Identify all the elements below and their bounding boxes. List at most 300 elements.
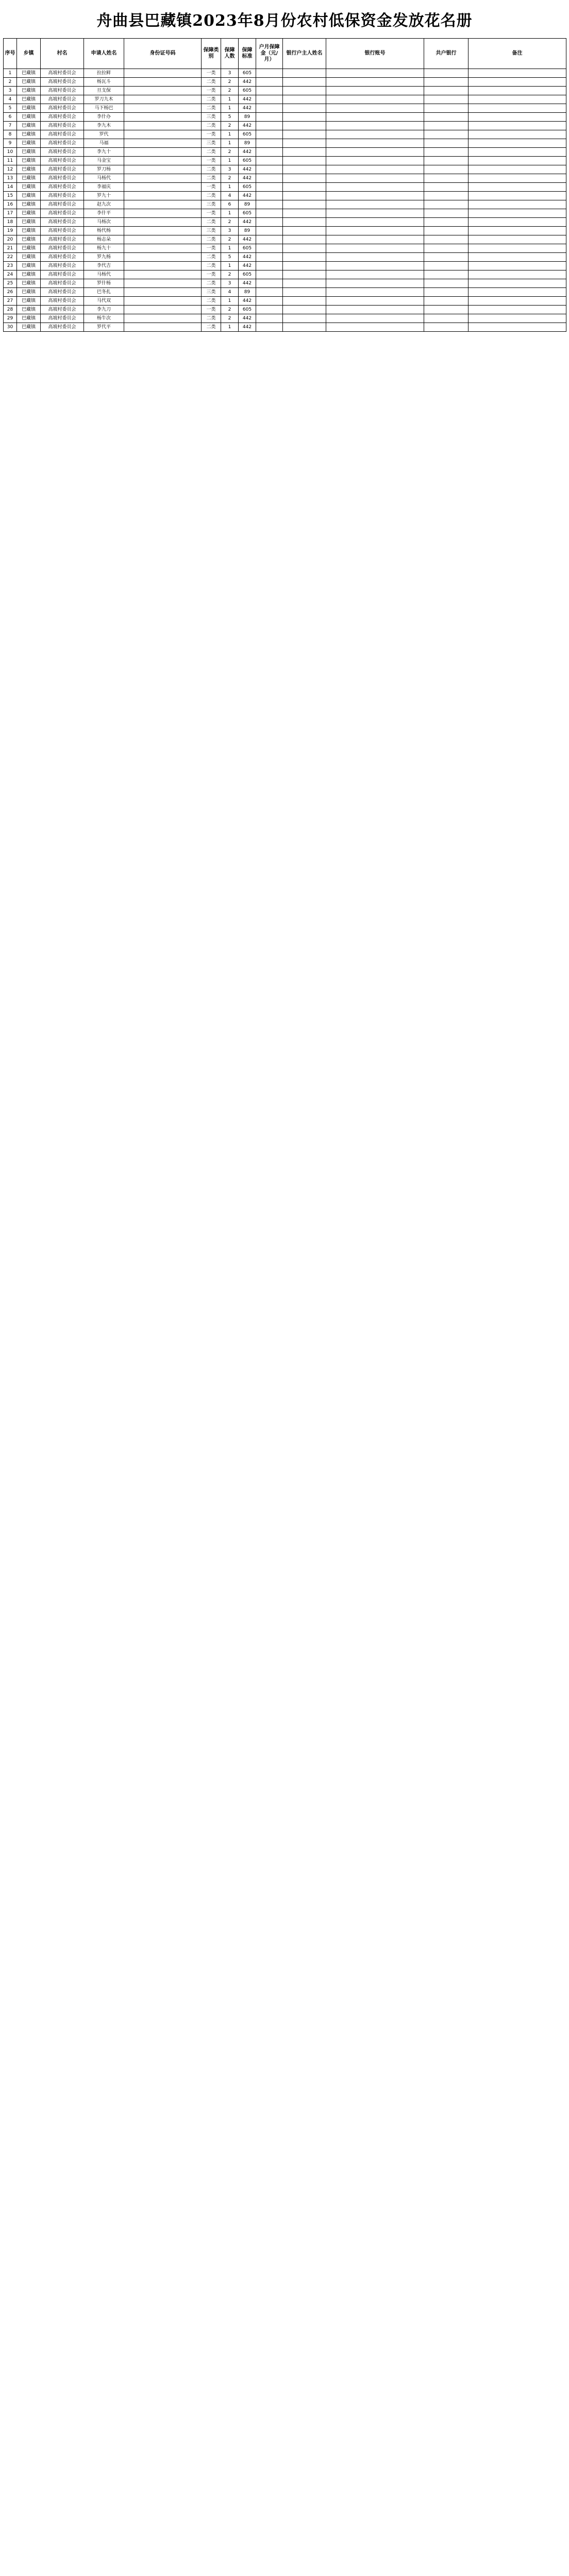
cell-id-number (124, 323, 202, 332)
cell-people: 1 (221, 297, 239, 306)
cell-town: 巴藏镇 (17, 235, 41, 244)
cell-standard: 442 (239, 148, 256, 157)
cell-village: 高坡村委员会 (41, 148, 84, 157)
cell-people: 1 (221, 244, 239, 253)
cell-standard: 605 (239, 130, 256, 139)
cell-remark (468, 78, 566, 87)
table-row (4, 209, 566, 218)
cell-standard: 442 (239, 253, 256, 262)
cell-bank-account (326, 279, 424, 288)
cell-index: 27 (4, 297, 17, 306)
cell-bank (424, 209, 468, 218)
header-remark: 备注 (468, 39, 566, 69)
cell-index: 2 (4, 78, 17, 87)
cell-index: 17 (4, 209, 17, 218)
cell-category: 二类 (202, 235, 221, 244)
cell-account-holder (283, 227, 326, 235)
cell-bank (424, 157, 468, 165)
cell-index: 25 (4, 279, 17, 288)
cell-standard: 442 (239, 174, 256, 183)
cell-applicant: 罗代平 (84, 323, 124, 332)
cell-applicant: 李福庆 (84, 183, 124, 192)
cell-bank-account (326, 200, 424, 209)
cell-standard: 442 (239, 218, 256, 227)
cell-index: 8 (4, 130, 17, 139)
cell-index: 20 (4, 235, 17, 244)
cell-bank-account (326, 174, 424, 183)
cell-people: 4 (221, 288, 239, 297)
cell-bank-account (326, 314, 424, 323)
cell-bank (424, 297, 468, 306)
cell-village: 高坡村委员会 (41, 130, 84, 139)
cell-applicant: 罗九十 (84, 192, 124, 200)
cell-town: 巴藏镇 (17, 157, 41, 165)
cell-index: 5 (4, 104, 17, 113)
cell-id-number (124, 297, 202, 306)
cell-id-number (124, 227, 202, 235)
cell-bank (424, 104, 468, 113)
cell-index: 6 (4, 113, 17, 122)
table-row (4, 69, 566, 78)
cell-category: 二类 (202, 122, 221, 130)
cell-village: 高坡村委员会 (41, 288, 84, 297)
table-row (4, 253, 566, 262)
cell-account-holder (283, 174, 326, 183)
cell-bank (424, 122, 468, 130)
cell-account-holder (283, 235, 326, 244)
table-row (4, 314, 566, 323)
cell-id-number (124, 314, 202, 323)
cell-applicant: 罗刀九木 (84, 95, 124, 104)
cell-village: 高坡村委员会 (41, 297, 84, 306)
cell-applicant: 马下杨巴 (84, 104, 124, 113)
cell-town: 巴藏镇 (17, 174, 41, 183)
cell-standard: 89 (239, 200, 256, 209)
cell-monthly-amount (256, 157, 283, 165)
header-applicant: 申请人姓名 (84, 39, 124, 69)
cell-village: 高坡村委员会 (41, 78, 84, 87)
cell-category: 三类 (202, 227, 221, 235)
cell-category: 一类 (202, 183, 221, 192)
table-row (4, 157, 566, 165)
cell-village: 高坡村委员会 (41, 323, 84, 332)
cell-remark (468, 262, 566, 270)
cell-bank-account (326, 122, 424, 130)
table-row (4, 130, 566, 139)
cell-town: 巴藏镇 (17, 270, 41, 279)
cell-applicant: 杨志朵 (84, 235, 124, 244)
table-row (4, 323, 566, 332)
cell-town: 巴藏镇 (17, 95, 41, 104)
cell-standard: 605 (239, 306, 256, 314)
cell-monthly-amount (256, 288, 283, 297)
cell-town: 巴藏镇 (17, 104, 41, 113)
cell-people: 1 (221, 95, 239, 104)
cell-remark (468, 200, 566, 209)
cell-village: 高坡村委员会 (41, 270, 84, 279)
cell-bank-account (326, 244, 424, 253)
cell-account-holder (283, 200, 326, 209)
table-row (4, 288, 566, 297)
cell-category: 三类 (202, 139, 221, 148)
cell-category: 一类 (202, 306, 221, 314)
cell-standard: 89 (239, 113, 256, 122)
table-row (4, 297, 566, 306)
cell-standard: 442 (239, 297, 256, 306)
table-row (4, 192, 566, 200)
cell-monthly-amount (256, 209, 283, 218)
roster-table (3, 38, 566, 332)
cell-bank (424, 87, 468, 95)
header-bank-account: 银行账号 (326, 39, 424, 69)
cell-applicant: 赵九次 (84, 200, 124, 209)
cell-bank (424, 69, 468, 78)
cell-bank-account (326, 235, 424, 244)
header-monthly-amount: 户月保障金（元/月） (256, 39, 283, 69)
cell-people: 1 (221, 130, 239, 139)
cell-monthly-amount (256, 130, 283, 139)
cell-monthly-amount (256, 244, 283, 253)
cell-account-holder (283, 297, 326, 306)
cell-remark (468, 227, 566, 235)
cell-account-holder (283, 113, 326, 122)
cell-standard: 442 (239, 165, 256, 174)
cell-standard: 605 (239, 157, 256, 165)
cell-category: 二类 (202, 323, 221, 332)
header-bank: 共户银行 (424, 39, 468, 69)
cell-people: 3 (221, 165, 239, 174)
cell-id-number (124, 218, 202, 227)
cell-monthly-amount (256, 279, 283, 288)
cell-category: 二类 (202, 78, 221, 87)
cell-remark (468, 314, 566, 323)
cell-remark (468, 174, 566, 183)
header-town: 乡镇 (17, 39, 41, 69)
cell-bank-account (326, 78, 424, 87)
cell-category: 二类 (202, 314, 221, 323)
cell-bank-account (326, 262, 424, 270)
cell-remark (468, 279, 566, 288)
table-row (4, 78, 566, 87)
cell-standard: 605 (239, 183, 256, 192)
cell-monthly-amount (256, 69, 283, 78)
cell-account-holder (283, 87, 326, 95)
cell-bank (424, 270, 468, 279)
cell-applicant: 巴冬扎 (84, 288, 124, 297)
cell-bank (424, 235, 468, 244)
cell-standard: 442 (239, 262, 256, 270)
cell-village: 高坡村委员会 (41, 306, 84, 314)
cell-remark (468, 148, 566, 157)
cell-town: 巴藏镇 (17, 78, 41, 87)
cell-remark (468, 122, 566, 130)
table-row (4, 139, 566, 148)
cell-monthly-amount (256, 87, 283, 95)
cell-index: 9 (4, 139, 17, 148)
cell-village: 高坡村委员会 (41, 218, 84, 227)
cell-bank (424, 174, 468, 183)
table-row (4, 165, 566, 174)
cell-bank (424, 253, 468, 262)
cell-account-holder (283, 253, 326, 262)
cell-town: 巴藏镇 (17, 87, 41, 95)
cell-remark (468, 235, 566, 244)
cell-category: 一类 (202, 209, 221, 218)
cell-index: 21 (4, 244, 17, 253)
cell-remark (468, 69, 566, 78)
cell-monthly-amount (256, 139, 283, 148)
table-row (4, 104, 566, 113)
cell-bank-account (326, 69, 424, 78)
cell-applicant: 马金宝 (84, 157, 124, 165)
cell-remark (468, 306, 566, 314)
cell-standard: 442 (239, 78, 256, 87)
cell-standard: 605 (239, 209, 256, 218)
cell-standard: 605 (239, 244, 256, 253)
cell-bank (424, 192, 468, 200)
cell-monthly-amount (256, 113, 283, 122)
cell-standard: 442 (239, 235, 256, 244)
cell-standard: 442 (239, 95, 256, 104)
table-row (4, 113, 566, 122)
cell-village: 高坡村委员会 (41, 279, 84, 288)
cell-standard: 605 (239, 87, 256, 95)
cell-applicant: 罗代 (84, 130, 124, 139)
cell-applicant: 杨九十 (84, 244, 124, 253)
cell-account-holder (283, 262, 326, 270)
cell-account-holder (283, 183, 326, 192)
header-people: 保障人数 (221, 39, 239, 69)
cell-village: 高坡村委员会 (41, 113, 84, 122)
cell-bank-account (326, 104, 424, 113)
cell-people: 1 (221, 262, 239, 270)
cell-remark (468, 87, 566, 95)
header-id-number: 身份证号码 (124, 39, 202, 69)
cell-index: 23 (4, 262, 17, 270)
cell-applicant: 李代吉 (84, 262, 124, 270)
cell-index: 15 (4, 192, 17, 200)
cell-standard: 442 (239, 192, 256, 200)
cell-account-holder (283, 288, 326, 297)
cell-village: 高坡村委员会 (41, 139, 84, 148)
cell-applicant: 李九木 (84, 122, 124, 130)
cell-category: 二类 (202, 262, 221, 270)
cell-bank (424, 314, 468, 323)
cell-town: 巴藏镇 (17, 323, 41, 332)
cell-town: 巴藏镇 (17, 288, 41, 297)
cell-account-holder (283, 95, 326, 104)
cell-bank (424, 130, 468, 139)
header-index: 序号 (4, 39, 17, 69)
cell-village: 高坡村委员会 (41, 262, 84, 270)
cell-town: 巴藏镇 (17, 297, 41, 306)
cell-index: 1 (4, 69, 17, 78)
cell-bank (424, 279, 468, 288)
cell-account-holder (283, 218, 326, 227)
cell-applicant: 杨代杨 (84, 227, 124, 235)
cell-town: 巴藏镇 (17, 122, 41, 130)
cell-id-number (124, 78, 202, 87)
cell-people: 1 (221, 139, 239, 148)
cell-monthly-amount (256, 192, 283, 200)
cell-id-number (124, 270, 202, 279)
cell-bank-account (326, 192, 424, 200)
cell-remark (468, 130, 566, 139)
cell-village: 高坡村委员会 (41, 192, 84, 200)
cell-town: 巴藏镇 (17, 192, 41, 200)
cell-id-number (124, 253, 202, 262)
cell-bank (424, 183, 468, 192)
cell-village: 高坡村委员会 (41, 209, 84, 218)
cell-account-holder (283, 139, 326, 148)
cell-people: 2 (221, 218, 239, 227)
cell-applicant: 拉拉鲜 (84, 69, 124, 78)
cell-account-holder (283, 270, 326, 279)
cell-town: 巴藏镇 (17, 306, 41, 314)
cell-people: 4 (221, 192, 239, 200)
cell-village: 高坡村委员会 (41, 235, 84, 244)
cell-applicant: 杨瓦斗 (84, 78, 124, 87)
cell-people: 2 (221, 306, 239, 314)
cell-people: 5 (221, 253, 239, 262)
cell-remark (468, 165, 566, 174)
cell-account-holder (283, 122, 326, 130)
cell-id-number (124, 279, 202, 288)
table-row (4, 148, 566, 157)
cell-index: 14 (4, 183, 17, 192)
cell-id-number (124, 183, 202, 192)
table-row (4, 174, 566, 183)
cell-account-holder (283, 306, 326, 314)
cell-remark (468, 139, 566, 148)
cell-village: 高坡村委员会 (41, 200, 84, 209)
header-row (4, 39, 566, 69)
cell-id-number (124, 157, 202, 165)
cell-people: 1 (221, 157, 239, 165)
cell-bank-account (326, 183, 424, 192)
cell-id-number (124, 122, 202, 130)
cell-standard: 89 (239, 288, 256, 297)
cell-standard: 442 (239, 279, 256, 288)
cell-id-number (124, 113, 202, 122)
cell-bank-account (326, 306, 424, 314)
cell-category: 二类 (202, 279, 221, 288)
cell-index: 16 (4, 200, 17, 209)
cell-monthly-amount (256, 227, 283, 235)
cell-applicant: 李什办 (84, 113, 124, 122)
cell-id-number (124, 104, 202, 113)
cell-category: 二类 (202, 95, 221, 104)
cell-people: 2 (221, 87, 239, 95)
cell-people: 1 (221, 209, 239, 218)
cell-bank-account (326, 218, 424, 227)
cell-town: 巴藏镇 (17, 209, 41, 218)
cell-bank-account (326, 253, 424, 262)
cell-town: 巴藏镇 (17, 183, 41, 192)
cell-village: 高坡村委员会 (41, 104, 84, 113)
cell-account-holder (283, 314, 326, 323)
table-row (4, 87, 566, 95)
cell-standard: 442 (239, 104, 256, 113)
cell-remark (468, 288, 566, 297)
cell-id-number (124, 262, 202, 270)
cell-people: 2 (221, 270, 239, 279)
cell-monthly-amount (256, 218, 283, 227)
cell-bank-account (326, 130, 424, 139)
cell-monthly-amount (256, 122, 283, 130)
cell-monthly-amount (256, 253, 283, 262)
cell-village: 高坡村委员会 (41, 69, 84, 78)
cell-remark (468, 270, 566, 279)
cell-town: 巴藏镇 (17, 262, 41, 270)
table-row (4, 306, 566, 314)
cell-remark (468, 209, 566, 218)
cell-standard: 605 (239, 270, 256, 279)
cell-bank-account (326, 157, 424, 165)
cell-standard: 89 (239, 139, 256, 148)
cell-bank (424, 227, 468, 235)
cell-monthly-amount (256, 297, 283, 306)
cell-standard: 442 (239, 122, 256, 130)
cell-id-number (124, 174, 202, 183)
cell-category: 三类 (202, 200, 221, 209)
cell-account-holder (283, 78, 326, 87)
header-category: 保障类别 (202, 39, 221, 69)
cell-id-number (124, 165, 202, 174)
cell-monthly-amount (256, 270, 283, 279)
cell-bank (424, 244, 468, 253)
cell-applicant: 李什平 (84, 209, 124, 218)
cell-people: 6 (221, 200, 239, 209)
cell-account-holder (283, 69, 326, 78)
cell-id-number (124, 192, 202, 200)
cell-town: 巴藏镇 (17, 200, 41, 209)
cell-id-number (124, 87, 202, 95)
cell-people: 1 (221, 104, 239, 113)
cell-category: 三类 (202, 288, 221, 297)
cell-bank (424, 139, 468, 148)
cell-monthly-amount (256, 148, 283, 157)
cell-category: 二类 (202, 192, 221, 200)
cell-id-number (124, 235, 202, 244)
cell-index: 10 (4, 148, 17, 157)
cell-applicant: 罗什杨 (84, 279, 124, 288)
cell-remark (468, 192, 566, 200)
cell-village: 高坡村委员会 (41, 157, 84, 165)
cell-town: 巴藏镇 (17, 139, 41, 148)
cell-id-number (124, 209, 202, 218)
cell-bank (424, 323, 468, 332)
cell-bank-account (326, 113, 424, 122)
cell-category: 一类 (202, 157, 221, 165)
cell-index: 12 (4, 165, 17, 174)
cell-applicant: 旦支保 (84, 87, 124, 95)
cell-bank (424, 200, 468, 209)
cell-people: 2 (221, 174, 239, 183)
cell-account-holder (283, 148, 326, 157)
cell-remark (468, 323, 566, 332)
cell-applicant: 马杨次 (84, 218, 124, 227)
cell-id-number (124, 95, 202, 104)
cell-people: 3 (221, 227, 239, 235)
cell-bank (424, 218, 468, 227)
cell-people: 1 (221, 183, 239, 192)
cell-people: 2 (221, 235, 239, 244)
cell-category: 二类 (202, 165, 221, 174)
cell-account-holder (283, 209, 326, 218)
cell-standard: 442 (239, 323, 256, 332)
cell-account-holder (283, 323, 326, 332)
